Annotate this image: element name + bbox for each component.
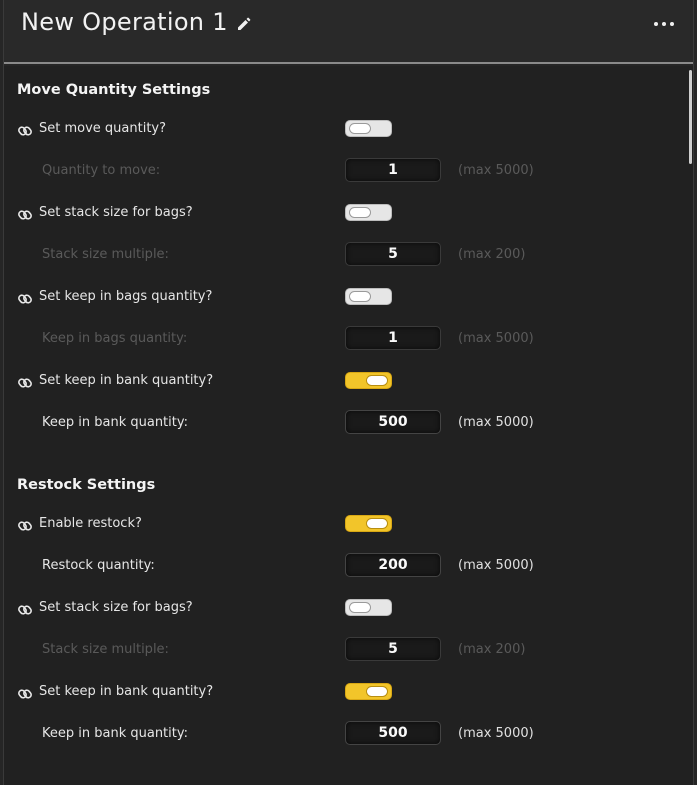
quantity-input[interactable]: 200 [345, 553, 441, 577]
quantity-input[interactable]: 500 [345, 721, 441, 745]
number-label: Stack size multiple: [42, 247, 169, 262]
toggle-knob [366, 518, 388, 529]
max-hint: (max 5000) [458, 163, 534, 178]
restock-section-title: Restock Settings [17, 477, 156, 493]
max-hint: (max 5000) [458, 558, 534, 573]
quantity-input[interactable]: 1 [345, 158, 441, 182]
toggle-label: Set stack size for bags? [39, 600, 193, 615]
toggle-switch[interactable] [345, 372, 392, 389]
toggle-label: Set stack size for bags? [39, 205, 193, 220]
number-row [0, 241, 697, 271]
link-icon [18, 375, 32, 389]
toggle-row [0, 678, 697, 708]
toggle-knob [349, 602, 371, 613]
toggle-row [0, 367, 697, 397]
toggle-switch[interactable] [345, 599, 392, 616]
toggle-label: Enable restock? [39, 516, 142, 531]
number-label: Restock quantity: [42, 558, 155, 573]
toggle-label: Set keep in bags quantity? [39, 289, 213, 304]
number-row [0, 636, 697, 666]
max-hint: (max 200) [458, 642, 526, 657]
pencil-icon[interactable] [236, 16, 252, 32]
toggle-label: Set move quantity? [39, 121, 167, 136]
toggle-knob [349, 207, 371, 218]
max-hint: (max 5000) [458, 415, 534, 430]
toggle-label: Set keep in bank quantity? [39, 684, 214, 699]
number-row [0, 157, 697, 187]
quantity-input[interactable]: 5 [345, 637, 441, 661]
number-label: Keep in bank quantity: [42, 726, 188, 741]
toggle-row [0, 115, 697, 145]
toggle-switch[interactable] [345, 288, 392, 305]
toggle-row [0, 594, 697, 624]
quantity-input[interactable]: 5 [345, 242, 441, 266]
operation-title: New Operation 1 [21, 8, 228, 36]
number-label: Quantity to move: [42, 163, 161, 178]
toggle-knob [366, 375, 388, 386]
link-icon [18, 123, 32, 137]
max-hint: (max 5000) [458, 331, 534, 346]
number-row [0, 720, 697, 750]
link-icon [18, 207, 32, 221]
toggle-switch[interactable] [345, 683, 392, 700]
toggle-switch[interactable] [345, 515, 392, 532]
toggle-knob [349, 291, 371, 302]
toggle-knob [349, 123, 371, 134]
toggle-knob [366, 686, 388, 697]
link-icon [18, 602, 32, 616]
number-label: Keep in bank quantity: [42, 415, 188, 430]
toggle-row [0, 199, 697, 229]
toggle-switch[interactable] [345, 204, 392, 221]
number-row [0, 552, 697, 582]
toggle-label: Set keep in bank quantity? [39, 373, 214, 388]
quantity-input[interactable]: 1 [345, 326, 441, 350]
max-hint: (max 5000) [458, 726, 534, 741]
toggle-row [0, 283, 697, 313]
number-label: Keep in bags quantity: [42, 331, 188, 346]
number-row [0, 325, 697, 355]
toggle-row [0, 510, 697, 540]
toggle-switch[interactable] [345, 120, 392, 137]
link-icon [18, 686, 32, 700]
link-icon [18, 291, 32, 305]
move-section-title: Move Quantity Settings [17, 82, 211, 98]
number-label: Stack size multiple: [42, 642, 169, 657]
max-hint: (max 200) [458, 247, 526, 262]
number-row [0, 409, 697, 439]
more-options-icon[interactable] [652, 14, 676, 34]
panel-header [4, 0, 693, 64]
link-icon [18, 518, 32, 532]
quantity-input[interactable]: 500 [345, 410, 441, 434]
